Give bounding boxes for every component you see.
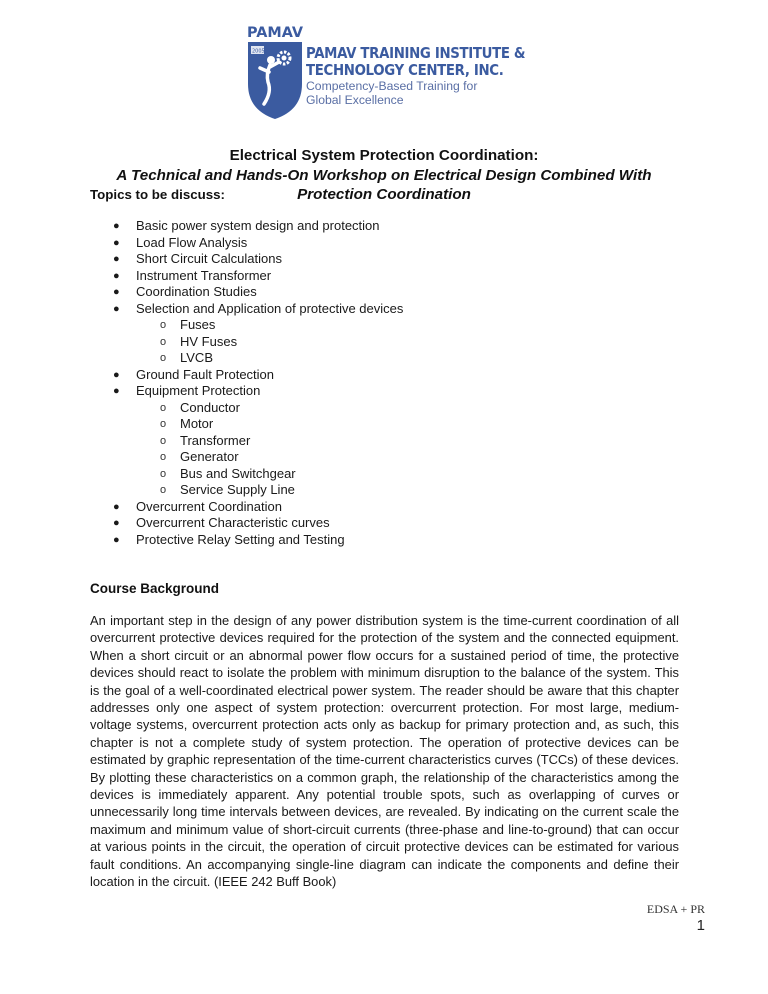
company-name-line1: PAMAV TRAINING INSTITUTE & <box>306 44 526 62</box>
sub-list-item <box>90 466 403 483</box>
sub-list-item <box>90 350 403 367</box>
hollow-bullet-icon: o <box>160 451 167 463</box>
list-item-label: LVCB <box>180 350 213 365</box>
bullet-icon: ● <box>113 302 120 315</box>
title-subtitle-line2: Protection Coordination <box>297 186 471 203</box>
list-item-label: Equipment Protection <box>136 383 261 398</box>
list-item-label: Coordination Studies <box>136 284 257 299</box>
list-item-label: Basic power system design and protection <box>136 218 380 233</box>
company-name-line2: TECHNOLOGY CENTER, INC. <box>306 61 504 79</box>
hollow-bullet-icon: o <box>160 335 167 348</box>
list-item <box>90 268 403 285</box>
sub-list-item <box>90 433 403 450</box>
sub-list-item <box>90 334 403 351</box>
list-item-label: Motor <box>180 416 214 431</box>
footer-label: EDSA + PR <box>646 902 705 916</box>
shield-logo-icon <box>246 22 304 120</box>
list-item-label: Service Supply Line <box>180 482 295 497</box>
bullet-icon: ● <box>113 253 120 265</box>
topics-heading: Topics to be discuss: <box>90 187 225 202</box>
list-item <box>90 367 403 384</box>
list-item-label: Bus and Switchgear <box>180 465 296 481</box>
list-item-label: Conductor <box>180 399 240 415</box>
bullet-icon: ● <box>113 385 120 397</box>
list-item-label: Selection and Application of protective devices <box>136 300 404 316</box>
title-main: Electrical System Protection Coordination: <box>229 147 539 164</box>
sub-list-item <box>90 416 403 433</box>
list-item <box>90 383 403 400</box>
bullet-icon: ● <box>113 533 120 546</box>
logo-text <box>306 45 561 107</box>
list-item-label: Instrument Transformer <box>136 267 272 283</box>
sub-list-item <box>90 449 403 466</box>
list-item-label: Short Circuit Calculations <box>136 251 282 266</box>
bullet-icon: ● <box>113 236 120 249</box>
list-item <box>90 532 403 549</box>
bullet-icon: ● <box>113 368 120 381</box>
list-item-label: Load Flow Analysis <box>136 234 248 250</box>
list-item <box>90 235 403 252</box>
course-background-heading: Course Background <box>90 581 220 596</box>
hollow-bullet-icon: o <box>160 319 167 331</box>
hollow-bullet-icon: o <box>160 484 167 496</box>
course-background-paragraph: An important step in the design of any power distribution system is the time-current coordination of all overcurrent protective devices required for the protection of the system and the connected equipment. When a short circuit or an abnormal power flow occurs for a sustained period of time, the protective devices should react to isolate the problem with minimum disruption to the balance of the system. This is the goal of a well-coordinated electrical power system. The reader should be aware that this chapter addresses only one aspect of system protection: overcurrent protection. For most large, medium-voltage systems, overcurrent protection acts only as backup for primary protection and, as such, this chapter is not a complete study of system protection. The operation of protective devices can be estimated by graphic representation of the time-current characteristics curves (TCCs) of these devices. By plotting these characteristics on a common graph, the relationship of the characteristics among the devices is immediately apparent. Any potential trouble spots, such as overlapping of curves or unnecessarily long time intervals between devices, are revealed. By indicating on the current scale the maximum and minimum value of short-circuit currents (three-phase and line-to-ground) that can occur at various points in the circuit, the operation of circuit protective devices can be estimated for various fault conditions. An accompanying single-line diagram can indicate the components and define their location in the circuit. (IEEE 242 Buff Book) <box>90 613 679 890</box>
list-item-label: Fuses <box>180 317 216 332</box>
page-number: 1 <box>696 917 705 934</box>
bullet-icon: ● <box>113 269 120 282</box>
list-item <box>90 515 403 532</box>
bullet-icon: ● <box>113 286 120 298</box>
list-item-label: Generator <box>180 449 239 464</box>
bullet-icon: ● <box>113 500 120 513</box>
list-item <box>90 301 403 318</box>
bullet-icon: ● <box>113 517 120 529</box>
list-item <box>90 218 403 235</box>
sub-list-item <box>90 482 403 499</box>
hollow-bullet-icon: o <box>160 352 167 364</box>
list-item-label: HV Fuses <box>180 333 238 349</box>
svg-text:PAMAV: PAMAV <box>247 25 304 41</box>
topics-list <box>90 218 403 548</box>
hollow-bullet-icon: o <box>160 401 167 414</box>
hollow-bullet-icon: o <box>160 434 167 447</box>
sub-list-item <box>90 400 403 417</box>
list-item-label: Overcurrent Coordination <box>136 498 282 514</box>
title-subtitle-line1: A Technical and Hands-On Workshop on Electrical Design Combined With <box>116 166 652 184</box>
list-item <box>90 284 403 301</box>
tagline-line2: Global Excellence <box>306 93 404 107</box>
hollow-bullet-icon: o <box>160 418 167 430</box>
bullet-icon: ● <box>113 220 120 232</box>
svg-text:2005: 2005 <box>252 48 265 55</box>
hollow-bullet-icon: o <box>160 467 167 480</box>
list-item <box>90 251 403 268</box>
list-item-label: Ground Fault Protection <box>136 366 275 382</box>
list-item-label: Transformer <box>180 432 251 448</box>
list-item-label: Protective Relay Setting and Testing <box>136 531 345 547</box>
list-item-label: Overcurrent Characteristic curves <box>136 515 330 530</box>
company-logo <box>246 22 526 122</box>
sub-list-item <box>90 317 403 334</box>
list-item <box>90 499 403 516</box>
tagline-line1: Competency-Based Training for <box>306 79 478 93</box>
